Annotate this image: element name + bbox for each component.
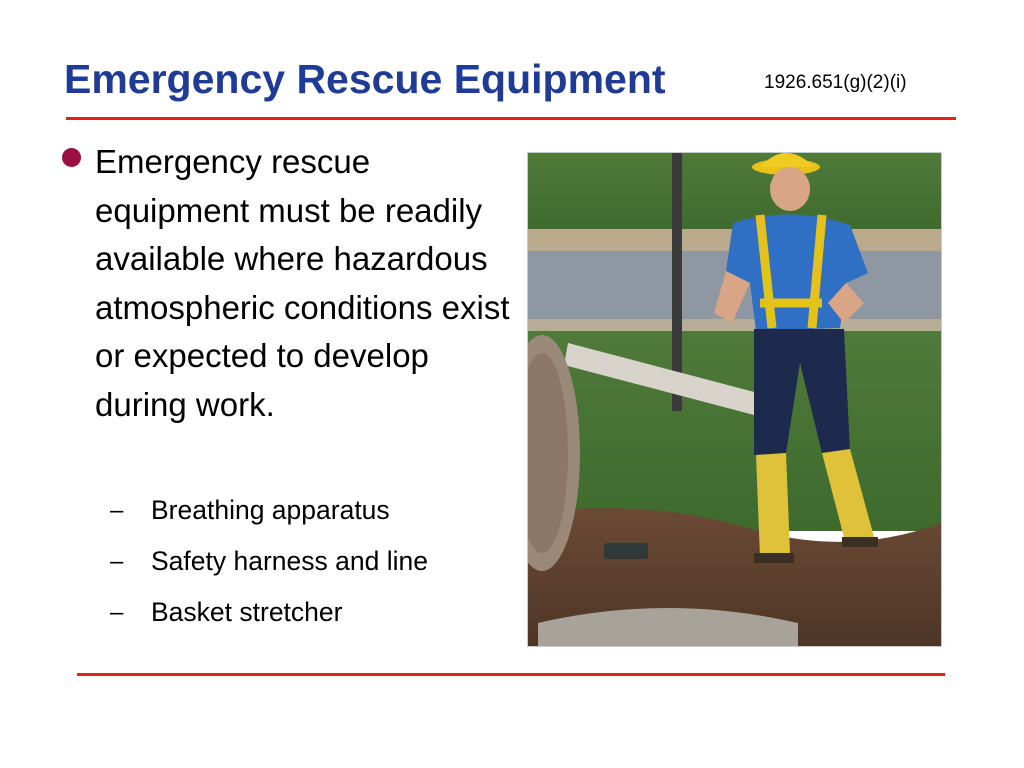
dash-icon: – <box>110 598 124 626</box>
main-bullet-text: Emergency rescue equipment must be readily available where hazardous atmospheric conditions exist or expected to develop during work. <box>95 143 510 423</box>
footer-divider <box>77 673 945 676</box>
list-item <box>110 587 428 638</box>
worker-photo <box>527 152 942 647</box>
list-item <box>110 536 428 587</box>
list-item <box>110 485 428 536</box>
slide-title: Emergency Rescue Equipment <box>64 56 666 102</box>
bullet-dot-icon <box>62 148 81 167</box>
sub-bullet-list <box>110 485 428 638</box>
regulation-reference: 1926.651(g)(2)(i) <box>764 72 907 93</box>
title-divider <box>66 117 956 120</box>
sub-item-text: Basket stretcher <box>151 597 343 627</box>
dash-icon: – <box>110 547 124 575</box>
dash-icon: – <box>110 496 124 524</box>
sub-item-text: Breathing apparatus <box>151 495 390 525</box>
sub-item-text: Safety harness and line <box>151 546 428 576</box>
